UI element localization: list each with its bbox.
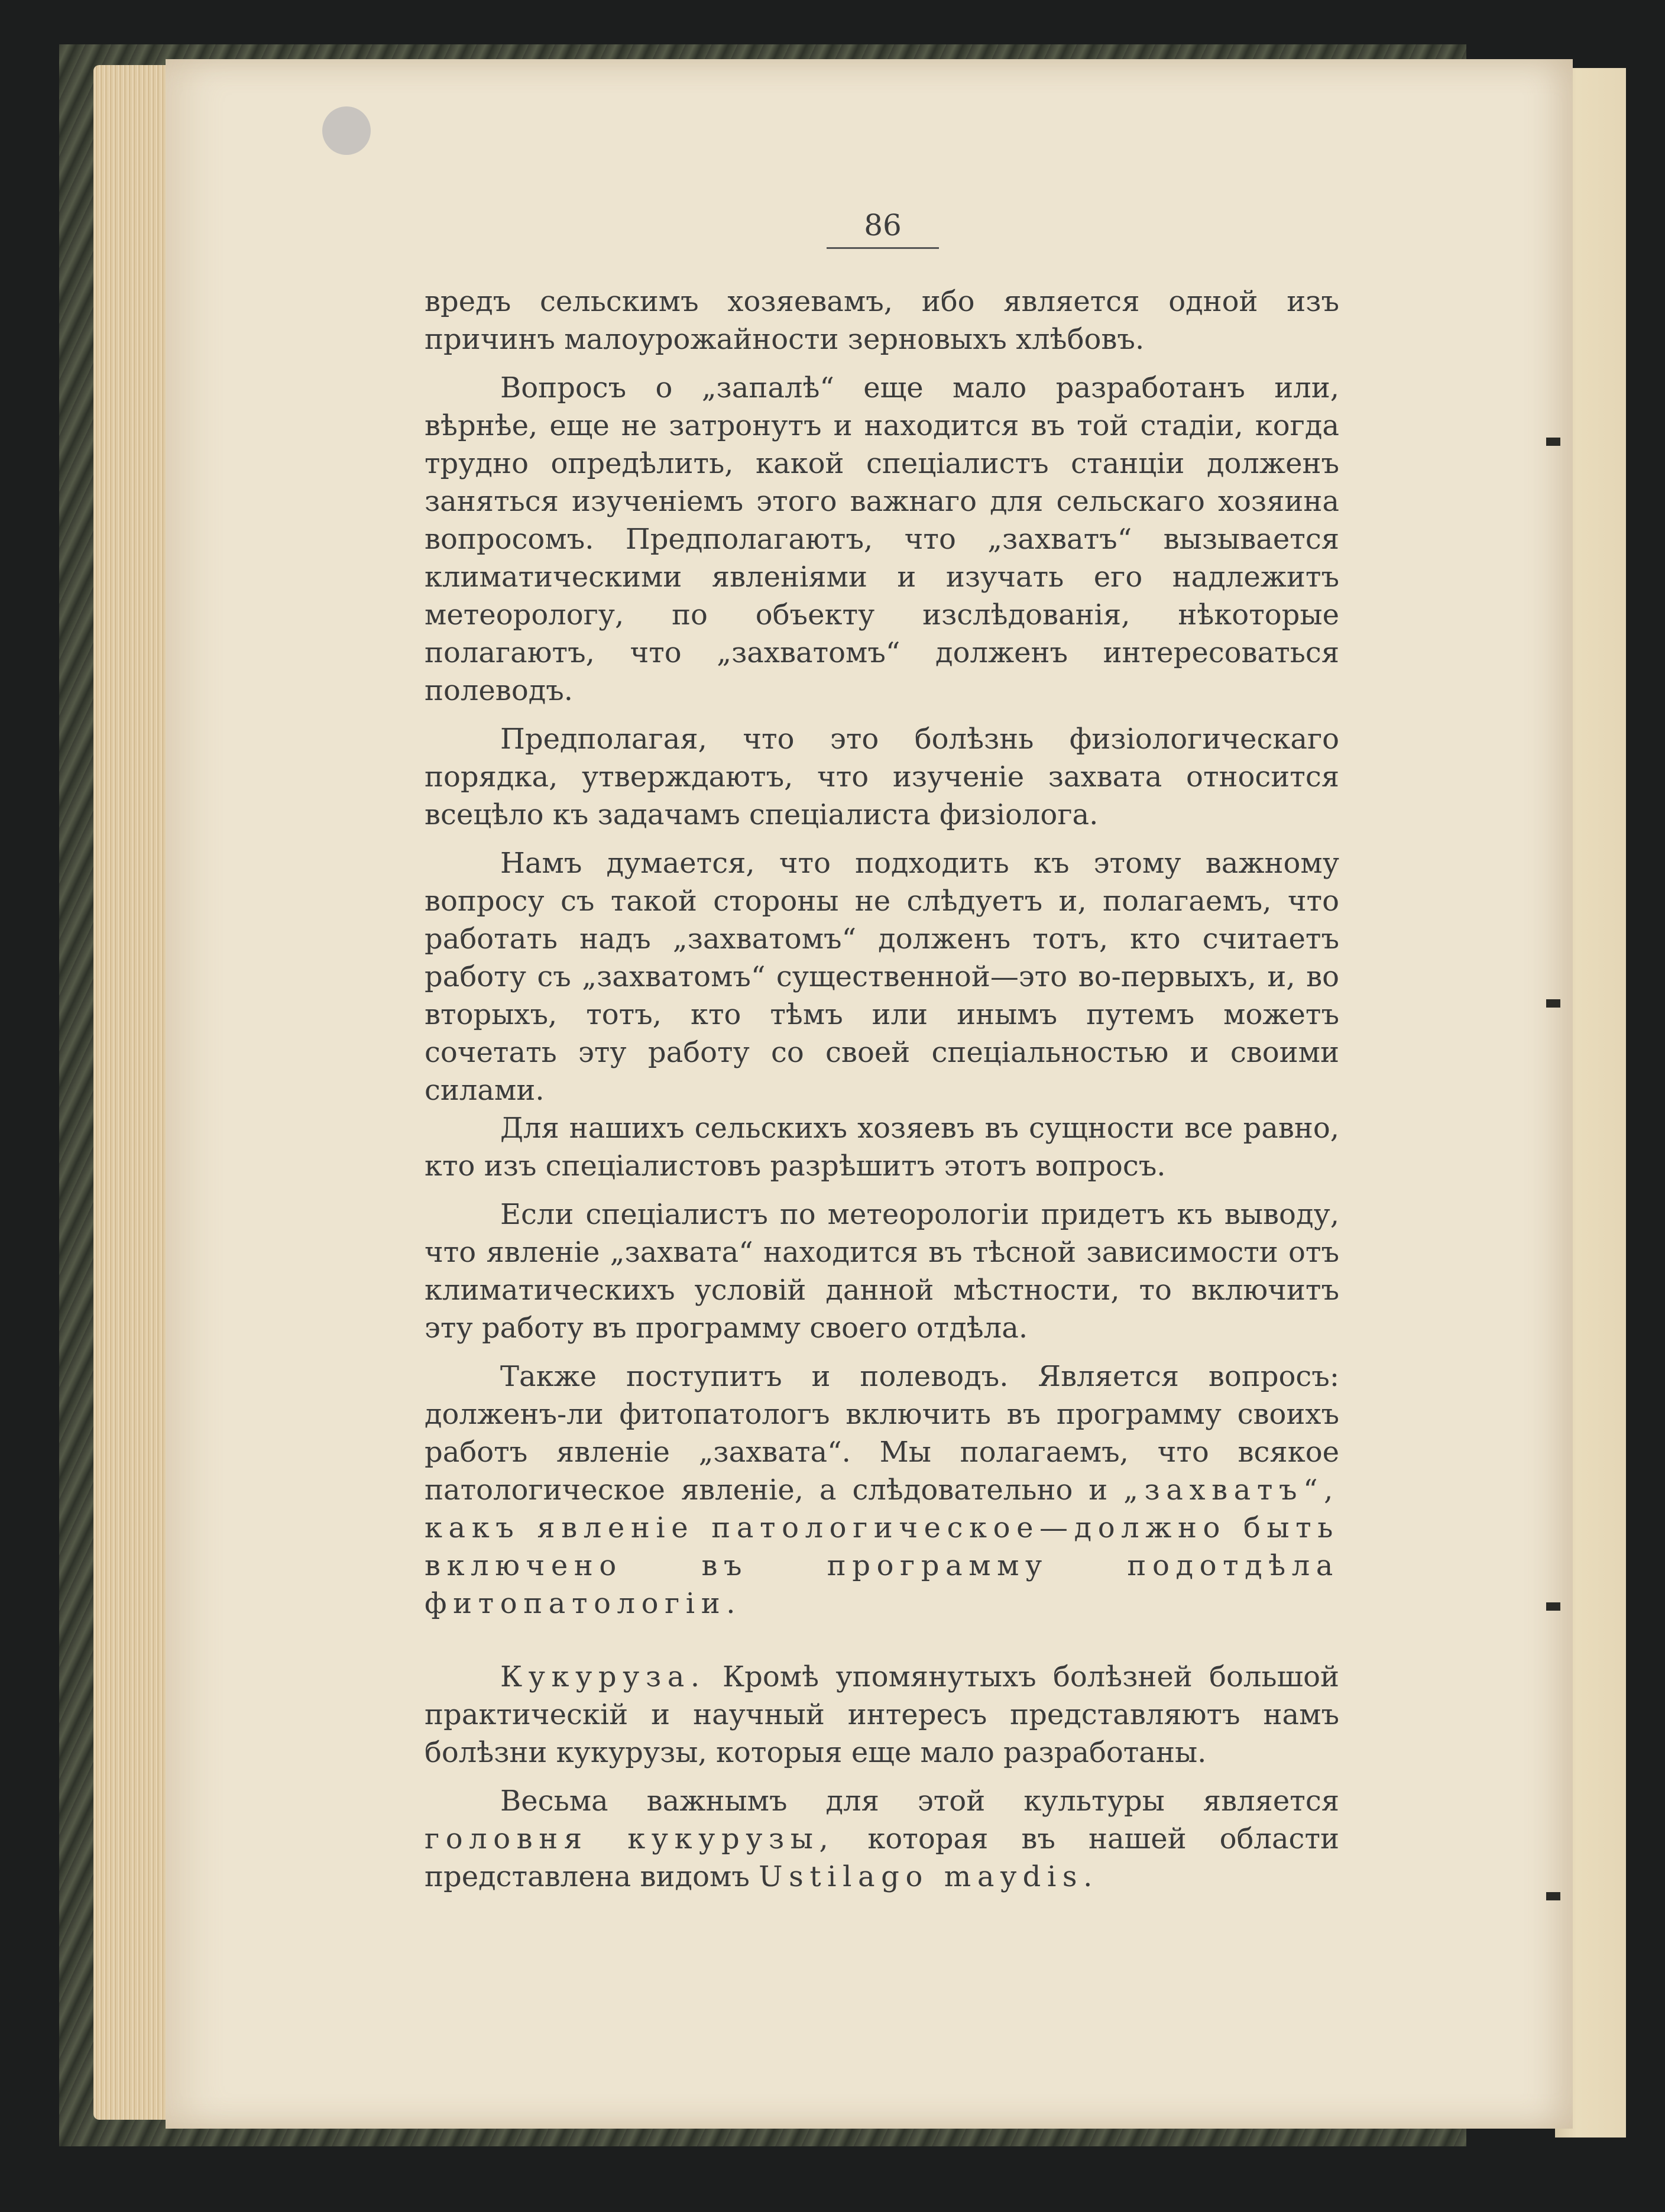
species-name: Ustilago maydis. [759, 1860, 1099, 1893]
paragraph-text: которая въ нашей области представлена видомъ [425, 1822, 1339, 1893]
paragraph [425, 1358, 1339, 1622]
page-marker [1546, 1892, 1560, 1900]
paragraph [425, 844, 1339, 1109]
paragraph-text: Если спеціалистъ по метеорологіи придетъ къ выводу, что явленіе „захвата“ находится въ тѣсной зависимости отъ климатическихъ условій данной мѣстности, то включитъ эту работу въ программу своего отдѣла. [425, 1198, 1339, 1345]
paragraph-text: вредъ сельскимъ хозяевамъ, ибо является одной изъ причинъ малоурожайности зерновыхъ хлѣбовъ. [425, 285, 1339, 356]
section-title: Кукуруза. [500, 1660, 706, 1693]
stain-spot [322, 106, 371, 155]
paragraph [425, 720, 1339, 834]
paragraph-text: Вопросъ о „запалѣ“ еще мало разработанъ или, вѣрнѣе, еще не затронутъ и находится въ той стадіи, когда трудно опредѣлить, какой спеціалистъ станціи долженъ заняться изученіемъ этого важнаго для сельскаго хозяина вопросомъ. Предполагаютъ, что „захватъ“ вызывается климатическими явленіями и изучать его надлежитъ метеорологу, по объекту изслѣдованія, нѣкоторые полагаютъ, что „захватомъ“ долженъ интересоваться полеводъ. [425, 371, 1339, 707]
page-number-rule [827, 247, 939, 249]
paragraph-text: Весьма важнымъ для этой культуры является [500, 1785, 1339, 1818]
paragraph-text: Кромѣ упомянутыхъ болѣзней большой практическій и научный интересъ представляютъ намъ болѣзни кукурузы, которыя еще мало разработаны. [425, 1660, 1339, 1769]
paragraph-text: Для нашихъ сельскихъ хозяевъ въ сущности все равно, кто изъ спеціалистовъ разрѣшитъ этотъ вопросъ. [425, 1112, 1339, 1183]
paragraph [425, 369, 1339, 710]
section-paragraph [425, 1658, 1339, 1771]
paragraph-text: Также поступитъ и полеводъ. Является вопросъ: долженъ-ли фитопатологъ включить въ программу своихъ работъ явленіе „захвата“. Мы полагаемъ, что всякое патологическое явленіе, а слѣдовательно и [425, 1360, 1339, 1507]
paragraph [425, 1196, 1339, 1347]
paragraph [425, 1782, 1339, 1896]
page-marker [1546, 1602, 1560, 1611]
spaced-text: „захватъ“, какъ явленіе патологическое—должно быть включено въ программу подотдѣла фитопатологіи. [425, 1473, 1339, 1620]
page-marker [1546, 999, 1560, 1008]
paragraph-text: Предполагая, что это болѣзнь физіологическаго порядка, утверждаютъ, что изученіе захвата относится всецѣло къ задачамъ спеціалиста физіолога. [425, 723, 1339, 831]
paragraph [425, 1109, 1339, 1185]
page-marker [1546, 438, 1560, 446]
page-number: 86 [864, 208, 902, 242]
page-body [425, 283, 1339, 1896]
paragraph [425, 283, 1339, 358]
paragraph-text: Намъ думается, что подходить къ этому важному вопросу съ такой стороны не слѣдуетъ и, полагаемъ, что работать надъ „захватомъ“ долженъ тотъ, кто считаетъ работу съ „захватомъ“ существенной—это во-первыхъ, и, во вторыхъ, тотъ, кто тѣмъ или инымъ путемъ можетъ сочетать эту работу со своей спеціальностью и своими силами. [425, 847, 1339, 1107]
spaced-text: головня кукурузы, [425, 1822, 835, 1855]
